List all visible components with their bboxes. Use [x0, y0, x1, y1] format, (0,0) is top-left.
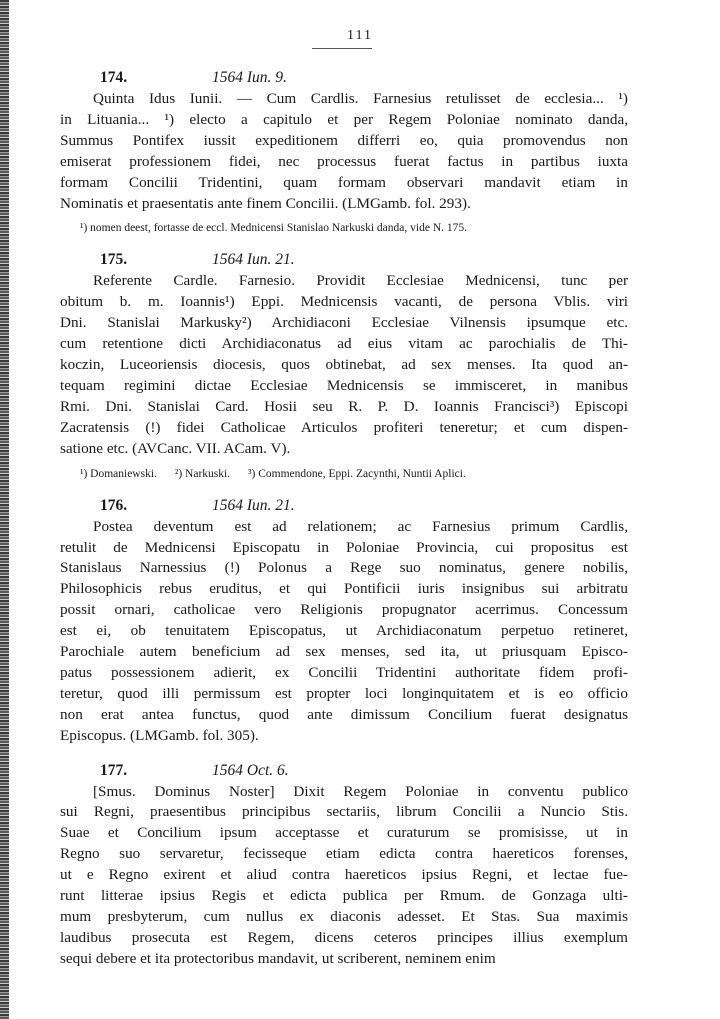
- document-entry: [60, 761, 628, 970]
- entry-date: 1564 Iun. 21.: [212, 496, 295, 514]
- footnote: ¹) Domaniewski.: [80, 467, 157, 480]
- text-line: runt litterae ipsius Regis et edicta publica per Rmum. de Gonzaga ulti-: [60, 887, 628, 905]
- document-entry: [60, 68, 628, 236]
- text-line: patus possessionem adierit, ex Concilii Tridentini authoritate fidem profi-: [60, 663, 628, 681]
- entry-number: 176.: [100, 496, 128, 514]
- document-entry: [60, 250, 628, 481]
- text-line: Parochiale autem beneficium ad sex menses, sed ita, ut priusquam Episco-: [60, 643, 628, 661]
- text-line: satione etc. (AVCanc. VII. ACam. V).: [60, 439, 291, 457]
- text-line: sui Regni, praesentibus principibus sectariis, librum Concilii a Nuncio Stis.: [60, 803, 628, 821]
- entry-heading: [60, 68, 628, 88]
- text-line: cum retentione dicti Archidiaconatus ad eius vitam ac parochialis de Thi-: [60, 335, 628, 353]
- entry-date: 1564 Oct. 6.: [212, 761, 289, 779]
- text-line: Regno suo servaretur, fecisseque etiam edicta contra haereticos forenses,: [60, 845, 628, 863]
- text-line: Summus Pontifex iussit expeditionem differri eo, quia promovendus non: [60, 131, 628, 149]
- footnote: ¹) nomen deest, fortasse de eccl. Mednicensi Stanislao Narkuski danda, vide N. 175.: [80, 222, 467, 235]
- text-line: teretur, quod illi permissum est propter loci longinquitatem et is eo officio: [60, 684, 628, 702]
- document-body: [60, 68, 628, 984]
- text-line: Episcopus. (LMGamb. fol. 305).: [60, 726, 259, 744]
- scan-binding-edge: [0, 0, 9, 1019]
- text-line: formam Concilii Tridentini, quam formam observari mandavit etiam in: [60, 173, 628, 191]
- entry-heading: [60, 761, 628, 781]
- document-entry: [60, 496, 628, 747]
- text-line: Nominatis et praesentatis ante finem Concilii. (LMGamb. fol. 293).: [60, 194, 471, 212]
- text-line: Rmi. Dni. Stanislai Card. Hosii seu R. P. D. Ioannis Francisci³) Episcopi: [60, 397, 628, 415]
- text-line: laudibus prosecuta est Regem, dicens ceteros principes illius exemplum: [60, 928, 628, 946]
- text-line: obitum b. m. Ioannis¹) Eppi. Mednicensis vacanti, de persona Vblis. viri: [60, 293, 628, 311]
- entry-number: 174.: [100, 69, 128, 86]
- entry-heading: [60, 250, 628, 270]
- footnotes: [60, 467, 628, 482]
- entry-number: 175.: [100, 251, 128, 269]
- entry-number: 177.: [100, 761, 128, 779]
- header-rule: [312, 48, 372, 49]
- entry-heading: [60, 496, 628, 516]
- text-line: in Lituania... ¹) electo a capitulo et per Regem Poloniae nominato danda,: [60, 110, 628, 128]
- text-line: Philosophicis rebus eruditus, et qui Pontificii iuris insignibus sui arbitratu: [60, 580, 628, 598]
- text-line: possit ornari, catholicae vero Religionis propugnator acerrimus. Concessum: [60, 601, 628, 619]
- text-line: Zacratensis (!) fidei Catholicae Articulos profiteri teneretur; et cum dispen-: [60, 418, 628, 436]
- text-line: sequi debere et ita protectoribus mandavit, ut scriberent, neminem enim: [60, 949, 496, 967]
- footnote: ³) Commendone, Eppi. Zacynthi, Nuntii Aplici.: [248, 467, 466, 480]
- text-line: [Smus. Dominus Noster] Dixit Regem Poloniae in conventu publico: [93, 782, 628, 800]
- entry-date: 1564 Iun. 21.: [212, 251, 295, 269]
- text-line: Referente Cardle. Farnesio. Providit Ecclesiae Mednicensi, tunc per: [93, 272, 628, 290]
- text-line: koczin, Luceoriensis diocesis, quos obtinebat, ad sex menses. Ita quod an-: [60, 356, 628, 374]
- text-line: mum presbyterum, cum nullus ex diaconis adesset. Et Stas. Sua maximis: [60, 908, 628, 925]
- footnote: ²) Narkuski.: [174, 467, 231, 480]
- text-line: Stanislaus Narnessius (!) Polonus a Rege suo nominatus, genere nobilis,: [60, 559, 628, 577]
- text-line: est ei, ob tenuitatem Episcopatus, ut Archidiaconatum perpetuo retineret,: [60, 622, 628, 640]
- text-line: emiserat professionem fidei, nec processus fuerat factus in partibus iuxta: [60, 152, 628, 170]
- page-number: 111: [347, 28, 373, 43]
- text-line: Suae et Concilium ipsum acceptasse et curaturum se promisisse, ut in: [60, 824, 628, 842]
- text-line: Dni. Stanislai Markusky²) Archidiaconi Ecclesiae Vilnensis ipsumque etc.: [60, 314, 628, 332]
- footnotes: [60, 221, 628, 236]
- entry-date: 1564 Iun. 9.: [212, 69, 287, 86]
- text-line: ut e Regno exirent et aliud contra haereticos ipsius Regni, et lectae fue-: [60, 866, 628, 884]
- text-line: tequam regimini dictae Ecclesiae Mednicensis se immisceret, in manibus: [60, 376, 628, 394]
- text-line: non erat antea functus, quod ante dimissum Concilium fuerat designatus: [60, 705, 628, 723]
- text-line: Quinta Idus Iunii. — Cum Cardlis. Farnesius retulisset de ecclesia... ¹): [93, 90, 628, 107]
- text-line: Postea deventum est ad relationem; ac Farnesius primum Cardlis,: [93, 517, 628, 535]
- text-line: retulit de Mednicensi Episcopatu in Poloniae Provincia, cui propositus est: [60, 538, 628, 556]
